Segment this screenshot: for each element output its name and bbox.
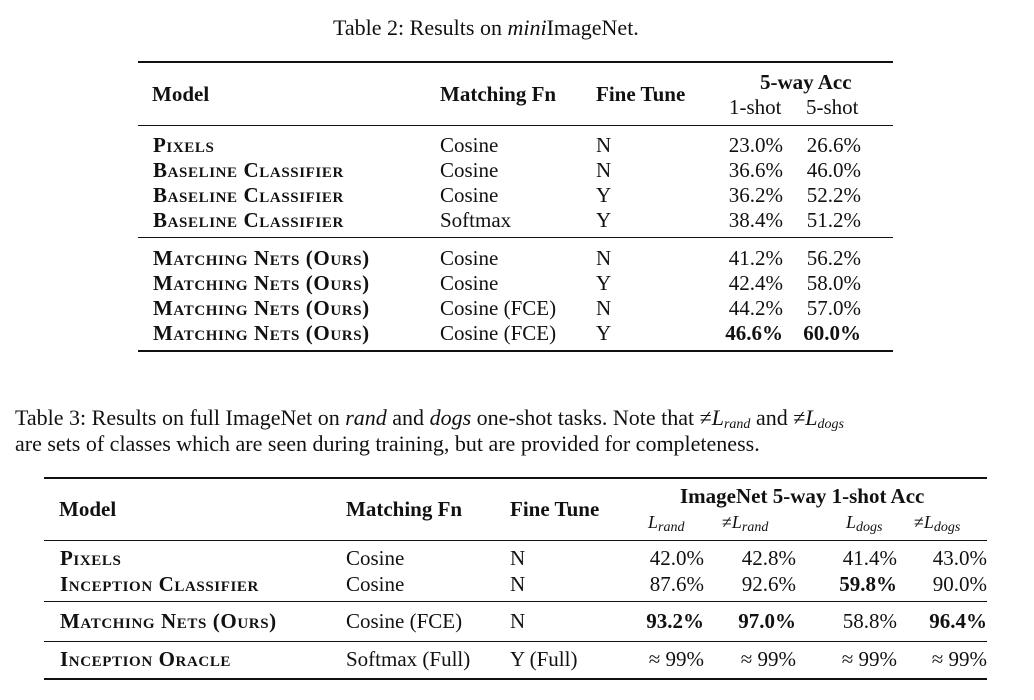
fine-tune: N <box>596 133 612 157</box>
acc-5shot: 56.2% <box>806 246 861 270</box>
model-name: Pixels <box>60 546 122 570</box>
matching-fn: Cosine <box>440 133 499 157</box>
matching-fn: Softmax <box>440 208 512 232</box>
acc-1shot: 44.2% <box>728 296 783 320</box>
table2-bottom-rule <box>138 350 893 352</box>
acc-5shot: 60.0% <box>803 321 861 345</box>
acc-c2: 97.0% <box>738 609 796 633</box>
fine-tune: N <box>596 296 612 320</box>
acc-c3: 58.8% <box>842 609 897 633</box>
model-name: Matching Nets (Ours) <box>153 246 370 270</box>
table3-caption-part-a: Table 3: Results on full ImageNet on <box>15 405 346 430</box>
acc-1shot: 46.6% <box>725 321 783 345</box>
table3-caption-rand: rand <box>345 405 387 430</box>
acc-c4: ≈ 99% <box>931 647 987 671</box>
fine-tune: Y <box>596 321 612 345</box>
acc-c3: 59.8% <box>839 572 897 596</box>
table2-top-rule <box>138 61 893 63</box>
matching-fn: Cosine <box>440 158 499 182</box>
table3-rule-3 <box>44 641 987 642</box>
table2-header-1shot: 1-shot <box>729 95 782 119</box>
matching-fn: Cosine (FCE) <box>346 609 463 633</box>
matching-fn: Softmax (Full) <box>346 647 471 671</box>
header-l-dogs: $L_{dogs}$ <box>846 512 883 535</box>
model-name: Matching Nets (Ours) <box>60 609 277 633</box>
matching-fn: Cosine <box>346 546 405 570</box>
header-l-rand: $L_{rand}$ <box>648 512 685 535</box>
fine-tune: N <box>510 546 526 570</box>
model-name: Inception Oracle <box>60 647 232 671</box>
header-neq-l-dogs: $\ne L_{dogs}$ <box>914 512 961 535</box>
acc-c3: 41.4% <box>842 546 897 570</box>
model-name: Baseline Classifier <box>153 208 344 232</box>
table2-caption <box>333 14 639 41</box>
table2-caption-em: mini <box>507 15 547 40</box>
table3-bottom-rule <box>44 678 987 680</box>
fine-tune: Y <box>596 271 612 295</box>
fine-tune: N <box>510 572 526 596</box>
table2-header-matching-fn: Matching Fn <box>440 82 557 106</box>
table3-caption-dogs: dogs <box>429 405 472 430</box>
model-name: Baseline Classifier <box>153 183 344 207</box>
acc-1shot: 38.4% <box>728 208 783 232</box>
acc-c2: 42.8% <box>741 546 796 570</box>
matching-fn: Cosine <box>440 183 499 207</box>
table3-header-fine-tune: Fine Tune <box>510 497 600 521</box>
table3-top-rule <box>44 477 987 479</box>
table3-header-model: Model <box>59 497 117 521</box>
table3-caption-and: and <box>386 405 430 430</box>
table3-header-acc-group: ImageNet 5-way 1-shot Acc <box>680 484 925 508</box>
acc-c2: ≈ 99% <box>740 647 796 671</box>
table3-caption-line2: are sets of classes which are seen during training, but are provided for completeness. <box>15 431 760 456</box>
neq-l-rand: $\ne L_{rand}$ <box>699 405 751 432</box>
acc-1shot: 36.2% <box>728 183 783 207</box>
acc-c4: 96.4% <box>929 609 987 633</box>
table2-header-fine-tune: Fine Tune <box>596 82 686 106</box>
matching-fn: Cosine <box>440 246 499 270</box>
acc-5shot: 57.0% <box>806 296 861 320</box>
table2-header-5shot: 5-shot <box>806 95 859 119</box>
model-name: Matching Nets (Ours) <box>153 271 370 295</box>
fine-tune: N <box>596 158 612 182</box>
fine-tune: N <box>596 246 612 270</box>
fine-tune: Y <box>596 183 612 207</box>
table3-header-matching-fn: Matching Fn <box>346 497 463 521</box>
model-name: Baseline Classifier <box>153 158 344 182</box>
acc-1shot: 42.4% <box>728 271 783 295</box>
acc-5shot: 51.2% <box>806 208 861 232</box>
acc-c1: 42.0% <box>649 546 704 570</box>
model-name: Matching Nets (Ours) <box>153 296 370 320</box>
table2-header-model: Model <box>152 82 210 106</box>
acc-c3: ≈ 99% <box>841 647 897 671</box>
model-name: Matching Nets (Ours) <box>153 321 370 345</box>
header-neq-l-rand: $\ne L_{rand}$ <box>722 512 769 535</box>
matching-fn: Cosine <box>440 271 499 295</box>
acc-1shot: 41.2% <box>728 246 783 270</box>
table2-header-acc-group: 5-way Acc <box>760 70 852 94</box>
table3-caption-part-c: and <box>750 405 794 430</box>
acc-1shot: 23.0% <box>728 133 783 157</box>
matching-fn: Cosine <box>346 572 405 596</box>
fine-tune: Y (Full) <box>510 647 578 671</box>
matching-fn: Cosine (FCE) <box>440 296 557 320</box>
acc-5shot: 58.0% <box>806 271 861 295</box>
model-name: Inception Classifier <box>60 572 259 596</box>
table2-caption-prefix: Table 2: Results on <box>333 15 508 40</box>
acc-c4: 90.0% <box>932 572 987 596</box>
acc-c2: 92.6% <box>741 572 796 596</box>
table2-header-rule <box>138 125 893 126</box>
table3-header-rule <box>44 540 987 541</box>
acc-c1: 93.2% <box>646 609 704 633</box>
matching-fn: Cosine (FCE) <box>440 321 557 345</box>
acc-5shot: 52.2% <box>806 183 861 207</box>
acc-c1: 87.6% <box>649 572 704 596</box>
model-name: Pixels <box>153 133 215 157</box>
table2-caption-suffix: ImageNet. <box>546 15 639 40</box>
acc-5shot: 46.0% <box>806 158 861 182</box>
table3-rule-2 <box>44 601 987 602</box>
table3-caption-part-b: one-shot tasks. Note that <box>471 405 700 430</box>
acc-c1: ≈ 99% <box>648 647 704 671</box>
acc-5shot: 26.6% <box>806 133 861 157</box>
table2-mid-rule <box>138 237 893 238</box>
fine-tune: N <box>510 609 526 633</box>
acc-c4: 43.0% <box>932 546 987 570</box>
neq-l-dogs: $\ne L_{dogs}$ <box>793 405 844 432</box>
acc-1shot: 36.6% <box>728 158 783 182</box>
fine-tune: Y <box>596 208 612 232</box>
